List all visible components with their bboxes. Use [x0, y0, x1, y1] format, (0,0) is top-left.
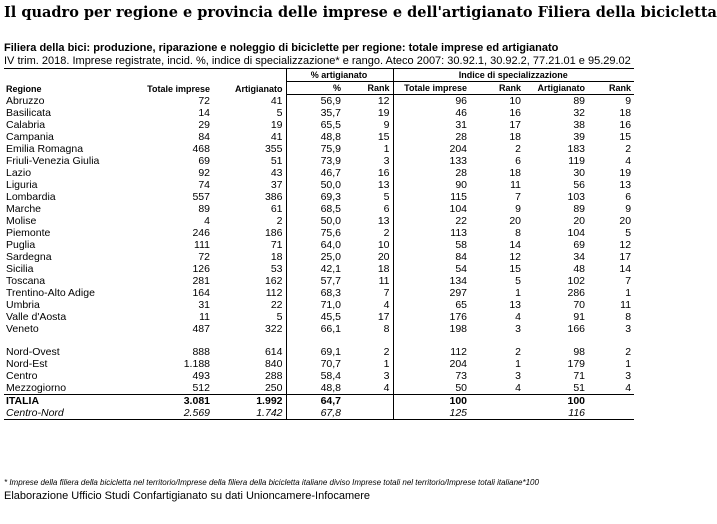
cell-indice-rank-artigianato: 6: [625, 191, 632, 203]
cell-artigianato: 112: [265, 287, 283, 299]
cell-regione: Lazio: [6, 167, 32, 179]
cell-pct-artigianato: 64,0: [286, 239, 344, 251]
cell-totale-imprese: 11: [199, 311, 210, 323]
cell-rank-artigianato: 5: [383, 191, 390, 203]
table-row: [4, 239, 634, 251]
cell-indice-totale: 133: [393, 155, 470, 167]
cell-regione: Centro: [6, 370, 38, 382]
cell-totale-imprese: 557: [192, 191, 210, 203]
cell-artigianato: 614: [264, 346, 283, 358]
cell-artigianato: 22: [270, 299, 283, 311]
cell-indice-rank-artigianato: 7: [625, 275, 632, 287]
table-row: [4, 155, 634, 167]
cell-indice-artigianato: 51: [573, 382, 586, 394]
cell-regione: Marche: [6, 203, 42, 215]
cell-rank-artigianato: 16: [377, 167, 390, 179]
cell-indice-artigianato: 38: [573, 119, 586, 131]
table-row: [4, 370, 634, 382]
cell-rank-artigianato: 11: [378, 275, 390, 287]
table-row: [4, 95, 634, 108]
cell-regione: Sicilia: [6, 263, 34, 275]
cell-totale-imprese: 487: [192, 323, 210, 335]
cell-indice-artigianato: 104: [567, 227, 586, 239]
cell-artigianato: 43: [270, 167, 283, 179]
cell-indice-artigianato: 89: [573, 95, 586, 107]
cell-indice-rank-artigianato: 18: [619, 107, 632, 119]
cell-artigianato: 386: [264, 191, 283, 203]
header-artigianato: Artigianato: [213, 69, 286, 95]
cell-indice-totale: 204: [393, 358, 470, 370]
cell-pct-artigianato: 48,8: [286, 382, 344, 395]
cell-regione: Basilicata: [6, 107, 51, 119]
table-row: [4, 107, 634, 119]
header-idx-artigianato: Artigianato: [524, 82, 588, 95]
cell-indice-rank: 18: [509, 167, 522, 179]
header-pct-artigianato: % artigianato: [286, 69, 393, 82]
cell-indice-totale: 134: [393, 275, 470, 287]
cell-indice-artigianato: 91: [573, 311, 586, 323]
cell-pct-artigianato: 75,6: [286, 227, 344, 239]
header-indice: Indice di specializzazione: [393, 69, 634, 82]
table-row: [4, 311, 634, 323]
table-row: [4, 191, 634, 203]
cell-totale-imprese: 111: [194, 239, 210, 251]
cell-pct-artigianato: 66,1: [286, 323, 344, 335]
cell-indice-rank-artigianato: 5: [625, 227, 632, 239]
cell-indice-artigianato: 166: [567, 323, 586, 335]
cell-indice-artigianato: 30: [573, 167, 586, 179]
cell-rank-artigianato: 2: [383, 227, 390, 239]
cell-pct-artigianato: 67,8: [286, 407, 344, 420]
table-row: [4, 299, 634, 311]
cell-rank-artigianato: [344, 395, 393, 408]
cell-regione: Centro-Nord: [4, 407, 144, 420]
cell-indice-rank-artigianato: 2: [625, 346, 632, 358]
cell-regione: Toscana: [6, 275, 46, 287]
cell-indice-totale: 50: [393, 382, 470, 395]
table-row: [4, 395, 634, 408]
cell-indice-totale: 100: [393, 395, 470, 408]
cell-regione: Nord-Ovest: [6, 346, 60, 358]
cell-indice-rank: 20: [509, 215, 522, 227]
cell-indice-rank-artigianato: 19: [619, 167, 632, 179]
cell-pct-artigianato: 48,8: [286, 131, 344, 143]
cell-indice-totale: 31: [393, 119, 470, 131]
cell-totale-imprese: 89: [198, 203, 210, 215]
cell-totale-imprese: 14: [198, 107, 210, 119]
cell-artigianato: 5: [276, 107, 283, 119]
cell-indice-rank: 14: [509, 239, 522, 251]
table-row: [4, 131, 634, 143]
cell-indice-artigianato: 116: [524, 407, 588, 420]
cell-indice-rank-artigianato: 4: [625, 155, 632, 167]
cell-rank-artigianato: 3: [383, 370, 390, 382]
cell-indice-totale: 113: [393, 227, 470, 239]
header-idx-rank2: Rank: [588, 82, 634, 95]
cell-indice-rank-artigianato: 15: [619, 131, 632, 143]
cell-rank-artigianato: [344, 407, 393, 420]
cell-indice-rank-artigianato: 11: [620, 299, 632, 311]
cell-indice-totale: 28: [393, 167, 470, 179]
cell-artigianato: 53: [270, 263, 283, 275]
cell-indice-totale: 297: [393, 287, 470, 299]
cell-artigianato: 37: [270, 179, 283, 191]
cell-indice-rank-artigianato: 9: [625, 95, 632, 107]
cell-totale-imprese: 493: [192, 370, 210, 382]
table-row: [4, 143, 634, 155]
cell-rank-artigianato: 1: [383, 358, 390, 370]
table-row: [4, 251, 634, 263]
cell-indice-rank-artigianato: 12: [619, 239, 632, 251]
table-row: [4, 119, 634, 131]
cell-indice-totale: 176: [393, 311, 470, 323]
cell-indice-rank-artigianato: 9: [625, 203, 632, 215]
cell-totale-imprese: 3.081: [144, 395, 213, 408]
cell-indice-rank-artigianato: 3: [625, 370, 632, 382]
cell-regione: Trentino-Alto Adige: [6, 287, 95, 299]
cell-rank-artigianato: 2: [383, 346, 390, 358]
cell-totale-imprese: 2.569: [144, 407, 213, 420]
table-row: [4, 323, 634, 335]
table-row: [4, 407, 634, 420]
table-row: [4, 358, 634, 370]
table-subtitle: Filiera della bici: produzione, riparazione e noleggio di biciclette per regione: totale imprese ed artigianato: [4, 42, 559, 54]
table-row: [4, 203, 634, 215]
cell-indice-rank: 18: [509, 131, 522, 143]
table-row: [4, 287, 634, 299]
cell-pct-artigianato: 57,7: [286, 275, 344, 287]
cell-artigianato: 162: [264, 275, 283, 287]
cell-indice-rank: [470, 395, 524, 408]
cell-indice-rank: [470, 407, 524, 420]
cell-indice-rank: 2: [515, 143, 522, 155]
cell-indice-rank-artigianato: 8: [625, 311, 632, 323]
cell-indice-rank-artigianato: 13: [619, 179, 632, 191]
table-description: IV trim. 2018. Imprese registrate, incid. %, indice di specializzazione* e rango. Ateco 2007: 30.92.1, 30.92.2, 77.21.01 e 95.29.02: [4, 55, 631, 67]
cell-indice-artigianato: 69: [573, 239, 586, 251]
cell-artigianato: 61: [270, 203, 283, 215]
cell-pct-artigianato: 42,1: [286, 263, 344, 275]
cell-indice-artigianato: 48: [573, 263, 586, 275]
cell-indice-rank-artigianato: 4: [625, 382, 632, 394]
cell-regione: Emilia Romagna: [6, 143, 84, 155]
cell-artigianato: 2: [276, 215, 283, 227]
cell-regione: Liguria: [6, 179, 38, 191]
cell-totale-imprese: 72: [198, 94, 210, 107]
cell-artigianato: 288: [264, 370, 283, 382]
cell-pct-artigianato: 75,9: [286, 143, 344, 155]
cell-indice-rank: 3: [515, 370, 522, 382]
cell-totale-imprese: 4: [204, 215, 210, 227]
header-totale-imprese: Totale imprese: [144, 69, 213, 95]
cell-indice-totale: 112: [393, 346, 470, 358]
cell-indice-rank: 2: [515, 346, 522, 358]
header-regione: Regione: [4, 69, 144, 95]
table-row: [4, 263, 634, 275]
cell-pct-artigianato: 69,1: [286, 346, 344, 358]
cell-indice-totale: 125: [393, 407, 470, 420]
cell-rank-artigianato: 8: [383, 323, 390, 335]
cell-indice-artigianato: 103: [567, 191, 586, 203]
cell-artigianato: 186: [264, 227, 283, 239]
cell-indice-totale: 104: [393, 203, 470, 215]
cell-rank-artigianato: 15: [377, 131, 390, 143]
cell-indice-artigianato: 71: [573, 370, 586, 382]
cell-indice-totale: 96: [393, 95, 470, 108]
header-idx-totale: Totale imprese: [393, 82, 470, 95]
cell-rank-artigianato: 17: [377, 311, 390, 323]
cell-artigianato: 5: [276, 311, 283, 323]
header-rank: Rank: [344, 82, 393, 95]
cell-pct-artigianato: 73,9: [286, 155, 344, 167]
cell-totale-imprese: 246: [192, 227, 210, 239]
cell-totale-imprese: 164: [192, 287, 210, 299]
cell-totale-imprese: 84: [198, 131, 210, 143]
cell-indice-totale: 73: [393, 370, 470, 382]
table-row: [4, 167, 634, 179]
cell-rank-artigianato: 18: [377, 263, 390, 275]
cell-artigianato: 250: [264, 382, 283, 394]
cell-totale-imprese: 468: [192, 143, 210, 155]
cell-regione: Lombardia: [6, 191, 56, 203]
cell-regione: Valle d'Aosta: [6, 311, 67, 323]
cell-regione: Veneto: [6, 323, 39, 335]
cell-indice-rank-artigianato: 14: [619, 263, 632, 275]
cell-totale-imprese: 126: [192, 263, 210, 275]
cell-indice-artigianato: 89: [573, 203, 586, 215]
cell-regione: Sardegna: [6, 251, 52, 263]
cell-indice-artigianato: 20: [573, 215, 586, 227]
cell-indice-rank: 13: [509, 299, 522, 311]
cell-pct-artigianato: 50,0: [286, 179, 344, 191]
cell-rank-artigianato: 9: [383, 119, 390, 131]
cell-indice-artigianato: 183: [567, 143, 586, 155]
cell-pct-artigianato: 46,7: [286, 167, 344, 179]
cell-pct-artigianato: 69,3: [286, 191, 344, 203]
cell-artigianato: 355: [264, 143, 283, 155]
cell-pct-artigianato: 50,0: [286, 215, 344, 227]
header-pct: %: [286, 82, 344, 95]
cell-indice-totale: 115: [393, 191, 470, 203]
cell-indice-artigianato: 286: [567, 287, 586, 299]
cell-indice-rank-artigianato: 16: [619, 119, 632, 131]
cell-pct-artigianato: 35,7: [286, 107, 344, 119]
cell-indice-rank: 11: [510, 179, 522, 191]
cell-indice-rank: 9: [515, 203, 522, 215]
cell-indice-rank: 17: [509, 119, 522, 131]
cell-regione: Calabria: [6, 119, 46, 131]
cell-indice-artigianato: 102: [567, 275, 586, 287]
cell-artigianato: 1.742: [213, 407, 286, 420]
cell-pct-artigianato: 65,5: [286, 119, 344, 131]
cell-regione: Umbria: [6, 299, 40, 311]
cell-totale-imprese: 74: [198, 179, 210, 191]
cell-regione: Friuli-Venezia Giulia: [6, 155, 100, 167]
table-row: [4, 179, 634, 191]
cell-pct-artigianato: 70,7: [286, 358, 344, 370]
cell-rank-artigianato: 6: [383, 203, 390, 215]
cell-indice-totale: 84: [393, 251, 470, 263]
table-row: [4, 382, 634, 395]
cell-indice-artigianato: 119: [568, 155, 586, 167]
cell-totale-imprese: 1.188: [183, 358, 210, 370]
cell-indice-totale: 198: [393, 323, 470, 335]
cell-indice-totale: 65: [393, 299, 470, 311]
cell-indice-rank-artigianato: [588, 395, 634, 408]
cell-pct-artigianato: 71,0: [286, 299, 344, 311]
cell-totale-imprese: 72: [198, 251, 210, 263]
cell-indice-rank: 12: [509, 251, 522, 263]
cell-pct-artigianato: 64,7: [286, 395, 344, 408]
source-note: Elaborazione Ufficio Studi Confartigianato su dati Unioncamere-Infocamere: [4, 490, 371, 502]
cell-totale-imprese: 29: [198, 119, 210, 131]
cell-indice-rank: 8: [515, 227, 522, 239]
cell-regione: Abruzzo: [6, 94, 45, 107]
cell-pct-artigianato: 25,0: [286, 251, 344, 263]
cell-rank-artigianato: 3: [383, 155, 390, 167]
cell-artigianato: 41: [270, 94, 283, 107]
cell-indice-rank: 1: [515, 287, 522, 299]
cell-indice-rank-artigianato: 3: [625, 323, 632, 335]
cell-indice-totale: 22: [393, 215, 470, 227]
cell-rank-artigianato: 4: [383, 299, 390, 311]
cell-rank-artigianato: 13: [377, 179, 390, 191]
cell-rank-artigianato: 4: [383, 382, 390, 394]
cell-artigianato: 18: [270, 251, 283, 263]
spacer-row: [4, 335, 634, 346]
cell-regione: Campania: [6, 131, 54, 143]
cell-indice-rank-artigianato: [588, 407, 634, 420]
cell-artigianato: 1.992: [213, 395, 286, 408]
cell-artigianato: 840: [264, 358, 283, 370]
cell-regione: Mezzogiorno: [6, 382, 67, 394]
cell-indice-rank-artigianato: 1: [625, 287, 632, 299]
cell-indice-artigianato: 70: [573, 299, 586, 311]
cell-indice-rank-artigianato: 20: [619, 215, 632, 227]
cell-rank-artigianato: 12: [377, 95, 390, 107]
cell-rank-artigianato: 1: [383, 143, 390, 155]
cell-rank-artigianato: 7: [383, 287, 390, 299]
cell-indice-rank-artigianato: 1: [625, 358, 632, 370]
cell-rank-artigianato: 19: [377, 107, 390, 119]
cell-pct-artigianato: 58,4: [286, 370, 344, 382]
table-row: [4, 215, 634, 227]
cell-indice-rank: 7: [515, 191, 522, 203]
cell-indice-artigianato: 39: [573, 131, 586, 143]
cell-indice-totale: 46: [393, 107, 470, 119]
cell-regione: Puglia: [6, 239, 36, 251]
table-row: [4, 346, 634, 358]
cell-totale-imprese: 69: [198, 155, 210, 167]
cell-indice-artigianato: 34: [573, 251, 586, 263]
cell-indice-rank: 15: [509, 263, 522, 275]
cell-indice-rank: 10: [509, 95, 522, 107]
cell-indice-artigianato: 179: [567, 358, 586, 370]
cell-artigianato: 71: [270, 239, 283, 251]
cell-pct-artigianato: 45,5: [286, 311, 344, 323]
page-title: Il quadro per regione e provincia delle imprese e dell'artigianato Filiera della bicicletta: [4, 4, 717, 21]
cell-indice-rank: 1: [515, 358, 522, 370]
cell-indice-rank: 6: [515, 155, 522, 167]
cell-indice-rank-artigianato: 17: [619, 251, 632, 263]
cell-indice-rank: 3: [515, 323, 522, 335]
cell-artigianato: 51: [270, 155, 283, 167]
cell-indice-totale: 90: [393, 179, 470, 191]
cell-indice-totale: 58: [393, 239, 470, 251]
cell-artigianato: 19: [270, 119, 283, 131]
cell-pct-artigianato: 68,3: [286, 287, 344, 299]
cell-totale-imprese: 92: [198, 167, 210, 179]
cell-totale-imprese: 512: [192, 382, 210, 394]
cell-indice-artigianato: 56: [573, 179, 586, 191]
cell-regione: Molise: [6, 215, 37, 227]
cell-rank-artigianato: 10: [377, 239, 390, 251]
table-row: [4, 227, 634, 239]
table-row: [4, 275, 634, 287]
cell-indice-totale: 204: [393, 143, 470, 155]
cell-indice-rank-artigianato: 2: [625, 143, 632, 155]
cell-regione: Piemonte: [6, 227, 51, 239]
cell-artigianato: 41: [270, 131, 283, 143]
footnote: * Imprese della filiera della bicicletta nel territorio/Imprese della filiera della bicicletta italiane diviso Imprese totali nel territorio/Imprese totali italiane*100: [4, 478, 539, 487]
cell-indice-artigianato: 100: [524, 395, 588, 408]
cell-artigianato: 322: [264, 323, 283, 335]
cell-pct-artigianato: 68,5: [286, 203, 344, 215]
cell-indice-rank: 4: [515, 382, 522, 394]
cell-indice-rank: 4: [515, 311, 522, 323]
cell-rank-artigianato: 13: [377, 215, 390, 227]
cell-regione: Nord-Est: [6, 358, 48, 370]
cell-rank-artigianato: 20: [377, 251, 390, 263]
cell-indice-rank: 16: [509, 107, 522, 119]
cell-regione: ITALIA: [4, 395, 144, 408]
header-idx-rank: Rank: [470, 82, 524, 95]
cell-pct-artigianato: 56,9: [286, 95, 344, 108]
cell-indice-rank: 5: [515, 275, 522, 287]
cell-indice-artigianato: 98: [573, 346, 586, 358]
cell-totale-imprese: 31: [198, 299, 210, 311]
cell-totale-imprese: 888: [192, 346, 210, 358]
cell-indice-totale: 28: [393, 131, 470, 143]
data-table: [4, 68, 634, 420]
cell-indice-totale: 54: [393, 263, 470, 275]
cell-indice-artigianato: 32: [573, 107, 586, 119]
cell-totale-imprese: 281: [192, 275, 210, 287]
